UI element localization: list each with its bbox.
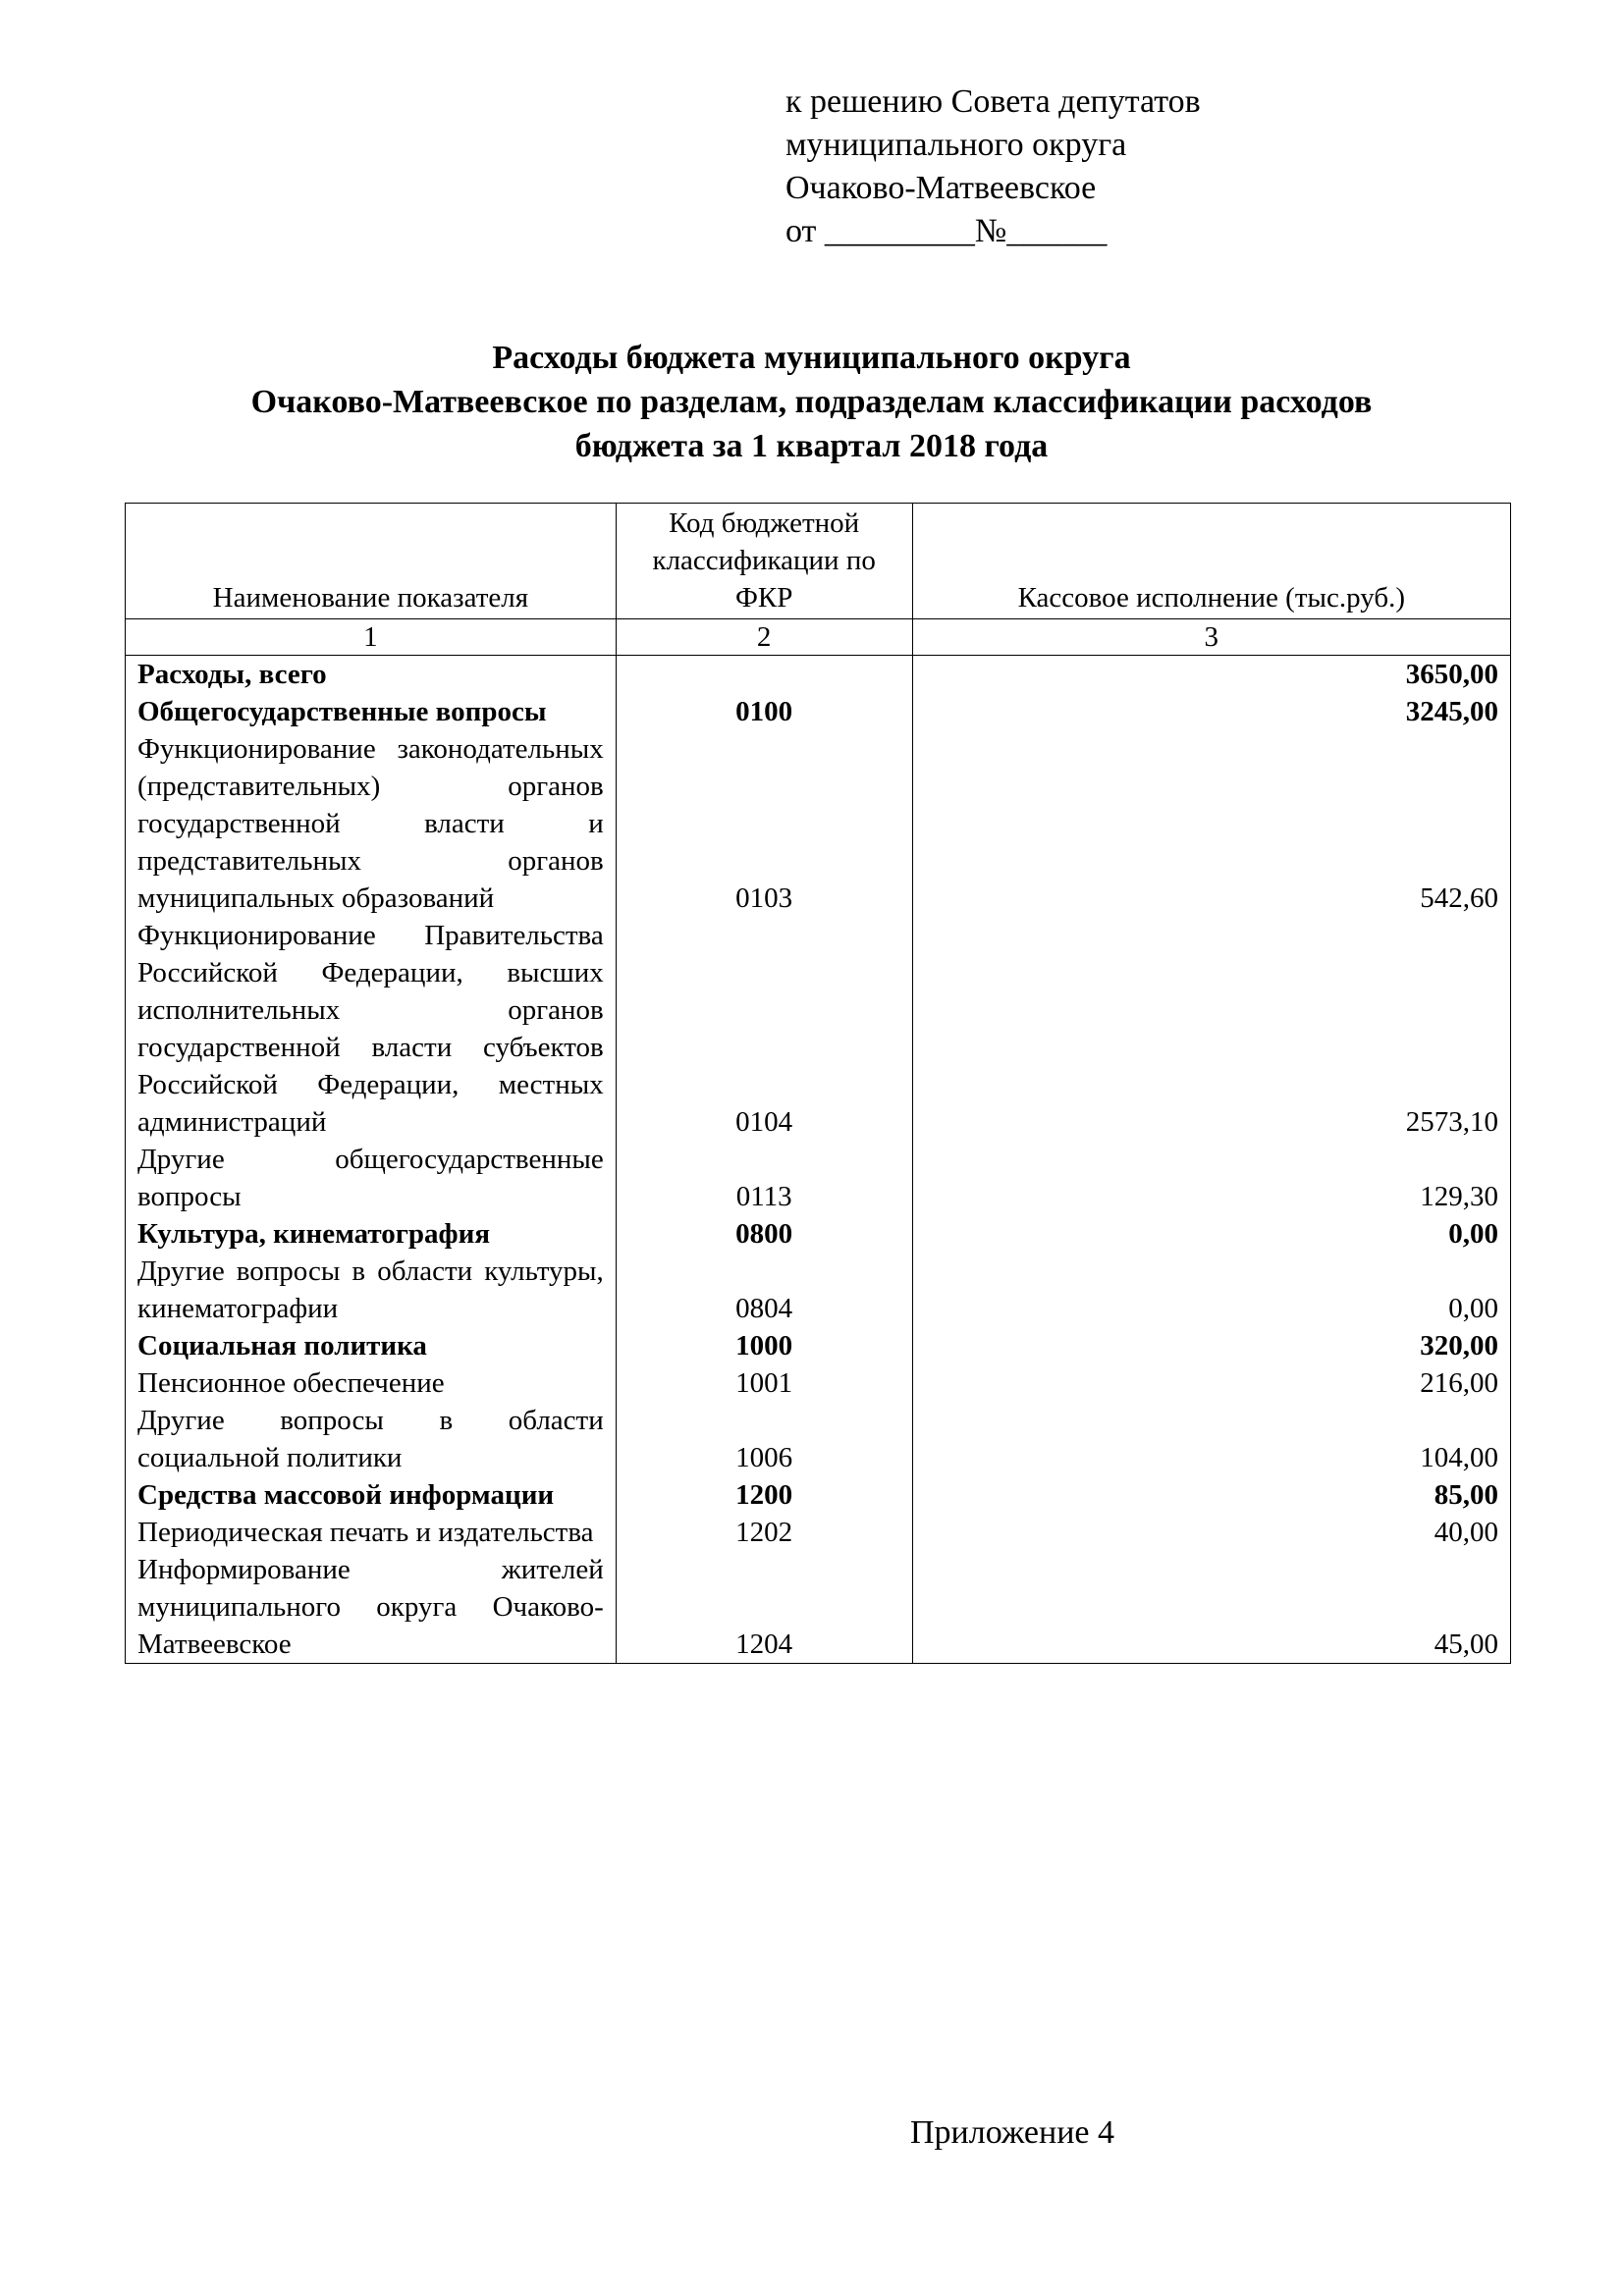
table-row — [126, 730, 1511, 917]
column-number: 1 — [126, 619, 617, 656]
row-amount: 320,00 — [912, 1327, 1510, 1364]
table-row — [126, 693, 1511, 730]
row-code: 0100 — [616, 693, 912, 730]
row-name: Расходы, всего — [126, 656, 617, 694]
row-code: 1202 — [616, 1514, 912, 1551]
row-name: Информирование жителей муниципального округа Очаково-Матвеевское — [126, 1551, 617, 1664]
header-line: Очаково-Матвеевское — [785, 170, 1097, 206]
row-name: Другие вопросы в области культуры, кинематографии — [126, 1253, 617, 1327]
row-amount: 0,00 — [912, 1253, 1510, 1327]
row-name: Другие вопросы в области социальной политики — [126, 1402, 617, 1476]
table-body — [126, 656, 1511, 1664]
table-row — [126, 1402, 1511, 1476]
table-row — [126, 1327, 1511, 1364]
header-line: муниципального округа — [785, 127, 1127, 163]
title-line: бюджета за 1 квартал 2018 года — [574, 428, 1049, 464]
column-header-amount: Кассовое исполнение (тыс.руб.) — [912, 504, 1510, 619]
row-name: Культура, кинематография — [126, 1215, 617, 1253]
table-row — [126, 1253, 1511, 1327]
table-row — [126, 1476, 1511, 1514]
table-row — [126, 1551, 1511, 1664]
column-header-code: Код бюджетной классификации по ФКР — [616, 504, 912, 619]
header-block — [785, 80, 1201, 253]
row-amount: 216,00 — [912, 1364, 1510, 1402]
row-amount: 85,00 — [912, 1476, 1510, 1514]
column-header-name: Наименование показателя — [126, 504, 617, 619]
table-row — [126, 917, 1511, 1141]
row-code: 1001 — [616, 1364, 912, 1402]
row-code: 0104 — [616, 917, 912, 1141]
row-code — [616, 656, 912, 694]
row-name: Средства массовой информации — [126, 1476, 617, 1514]
row-amount: 0,00 — [912, 1215, 1510, 1253]
title-line: Расходы бюджета муниципального округа — [492, 340, 1131, 376]
row-name: Функционирование Правительства Российской Федерации, высших исполнительных органов государственной власти субъектов Российской Федерации, местных администраций — [126, 917, 617, 1141]
row-name: Пенсионное обеспечение — [126, 1364, 617, 1402]
table-row — [126, 1364, 1511, 1402]
row-code: 1000 — [616, 1327, 912, 1364]
row-amount: 542,60 — [912, 730, 1510, 917]
row-code: 0800 — [616, 1215, 912, 1253]
row-code: 0113 — [616, 1141, 912, 1215]
row-code: 1200 — [616, 1476, 912, 1514]
column-number: 2 — [616, 619, 912, 656]
row-name: Периодическая печать и издательства — [126, 1514, 617, 1551]
row-amount: 104,00 — [912, 1402, 1510, 1476]
row-amount: 3650,00 — [912, 656, 1510, 694]
row-amount: 40,00 — [912, 1514, 1510, 1551]
row-code: 0103 — [616, 730, 912, 917]
row-code: 1204 — [616, 1551, 912, 1664]
document-title — [0, 336, 1623, 468]
row-amount: 2573,10 — [912, 917, 1510, 1141]
table-row — [126, 1514, 1511, 1551]
table-row — [126, 1141, 1511, 1215]
row-name: Общегосударственные вопросы — [126, 693, 617, 730]
row-amount: 3245,00 — [912, 693, 1510, 730]
column-number: 3 — [912, 619, 1510, 656]
row-name: Другие общегосударственные вопросы — [126, 1141, 617, 1215]
header-line: к решению Совета депутатов — [785, 83, 1201, 120]
header-line: от _________№______ — [785, 213, 1108, 249]
row-code: 0804 — [616, 1253, 912, 1327]
row-code: 1006 — [616, 1402, 912, 1476]
row-name: Функционирование законодательных (представительных) органов государственной власти и представительных органов муниципальных образований — [126, 730, 617, 917]
row-amount: 45,00 — [912, 1551, 1510, 1664]
table-row — [126, 1215, 1511, 1253]
row-amount: 129,30 — [912, 1141, 1510, 1215]
expenses-table — [125, 503, 1511, 1664]
table-row — [126, 656, 1511, 694]
title-line: Очаково-Матвеевское по разделам, подразделам классификации расходов — [250, 384, 1373, 420]
row-name: Социальная политика — [126, 1327, 617, 1364]
appendix-label: Приложение 4 — [910, 2114, 1114, 2151]
